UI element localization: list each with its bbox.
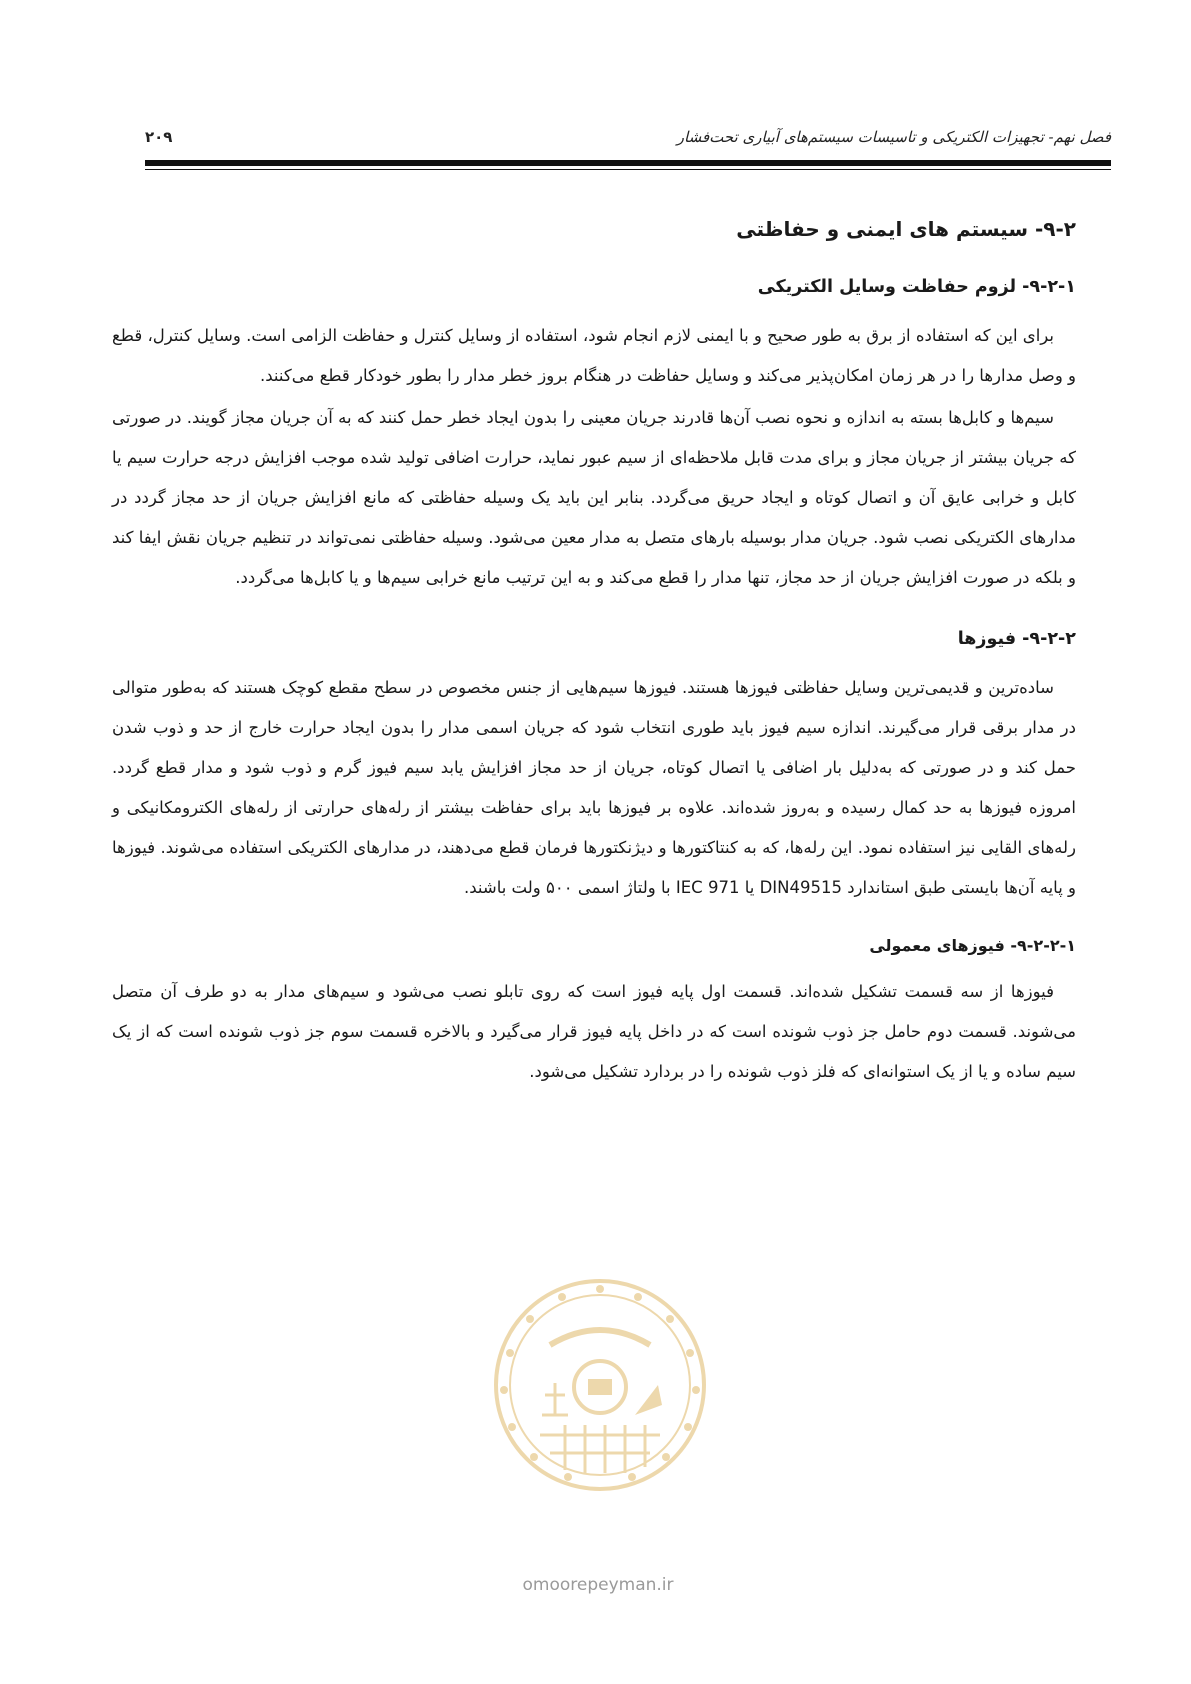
header-rule-thin — [145, 169, 1111, 170]
page-body — [112, 200, 1076, 1094]
watermark-url: omoorepeyman.ir — [522, 1575, 674, 1595]
running-title: فصل نهم- تجهیزات الکتریکی و تاسیسات سیستم‌های آبیاری تحت‌فشار — [676, 128, 1111, 146]
paragraph: ساده‌ترین و قدیمی‌ترین وسایل حفاظتی فیوزها هستند. فیوزها سیم‌هایی از جنس مخصوص در سطح مقطع کوچک هستند که به‌طور متوالی در مدار برقی قرار می‌گیرند. اندازه سیم فیوز باید طوری انتخاب شود که جریان اسمی مدار را بدون ایجاد حرارت خارج از حد و ذوب شدن حمل کند و در صورتی که به‌دلیل بار اضافی یا اتصال کوتاه، جریان از حد مجاز افزایش یابد سیم فیوز گرم و ذوب شود و مدار قطع گردد. امروزه فیوزها به حد کمال رسیده و به‌روز شده‌اند. علاوه بر فیوزها باید برای حفاظت بیشتر از رله‌های حرارتی از رله‌های الکترومکانیکی و رله‌های القایی نیز استفاده نمود. این رله‌ها، که به کنتاکتورها و دیژنکتورها فرمان قطع می‌دهند، در مدارهای الکتریکی استفاده می‌شوند. فیوزها و پایه آن‌ها بایستی طبق استاندارد DIN49515 یا IEC 971 با ولتاژ اسمی ۵۰۰ ولت باشند. — [112, 678, 1076, 897]
subsection-heading-fuses: ۹-۲-۲- فیوزها — [957, 629, 1076, 649]
paragraph: سیم‌ها و کابل‌ها بسته به اندازه و نحوه نصب آن‌ها قادرند جریان معینی را بدون ایجاد خطر حمل کنند که به آن جریان مجاز گویند. در صورتی که جریان بیشتر از جریان مجاز و برای مدت قابل ملاحظه‌ای از سیم عبور نماید، حرارت اضافی تولید شده موجب افزایش درجه حرارت سیم یا کابل و خرابی عایق آن و اتصال کوتاه و ایجاد حریق می‌گردد. بنابر این باید یک وسیله حفاظتی که مانع افزایش جریان از حد مجاز گردد در مدارهای الکتریکی نصب شود. جریان مدار بوسیله بارهای متصل به مدار معین می‌شود. وسیله حفاظتی نمی‌تواند در تنظیم جریان نقش ایفا کند و بلکه در صورت افزایش جریان از حد مجاز، تنها مدار را قطع می‌کند و به این ترتیب مانع خرابی سیم‌ها و یا کابل‌ها می‌گردد. — [112, 408, 1076, 587]
page-number: ۲۰۹ — [145, 128, 173, 146]
page-header — [145, 128, 1111, 148]
paragraph: فیوزها از سه قسمت تشکیل شده‌اند. قسمت اول پایه فیوز است که روی تابلو نصب می‌شود و سیم‌های مدار به دو طرف آن متصل می‌شوند. قسمت دوم حامل جز ذوب شونده است که در داخل پایه فیوز قرار می‌گیرد و بالاخره قسمت سوم جز ذوب شونده است که از یک سیم ساده و یا از یک استوانه‌ای که فلز ذوب شونده را در بردارد تشکیل می‌شود. — [112, 982, 1076, 1081]
subsubsection-heading-ordinary-fuses: ۹-۲-۲-۱- فیوزهای معمولی — [869, 936, 1076, 955]
header-rule-thick — [145, 160, 1111, 166]
seal-logo-icon — [490, 1275, 710, 1495]
section-heading: ۹-۲- سیستم های ایمنی و حفاظتی — [736, 217, 1076, 241]
subsection-heading-protection: ۹-۲-۱- لزوم حفاظت وسایل الکتریکی — [757, 277, 1076, 297]
paragraph: برای این که استفاده از برق به طور صحیح و با ایمنی لازم انجام شود، استفاده از وسایل کنترل و حفاظت الزامی است. وسایل کنترل، قطع و وصل مدارها را در هر زمان امکان‌پذیر می‌کند و وسایل حفاظت در هنگام بروز خطر مدار را بطور خودکار قطع می‌کنند. — [112, 326, 1076, 385]
